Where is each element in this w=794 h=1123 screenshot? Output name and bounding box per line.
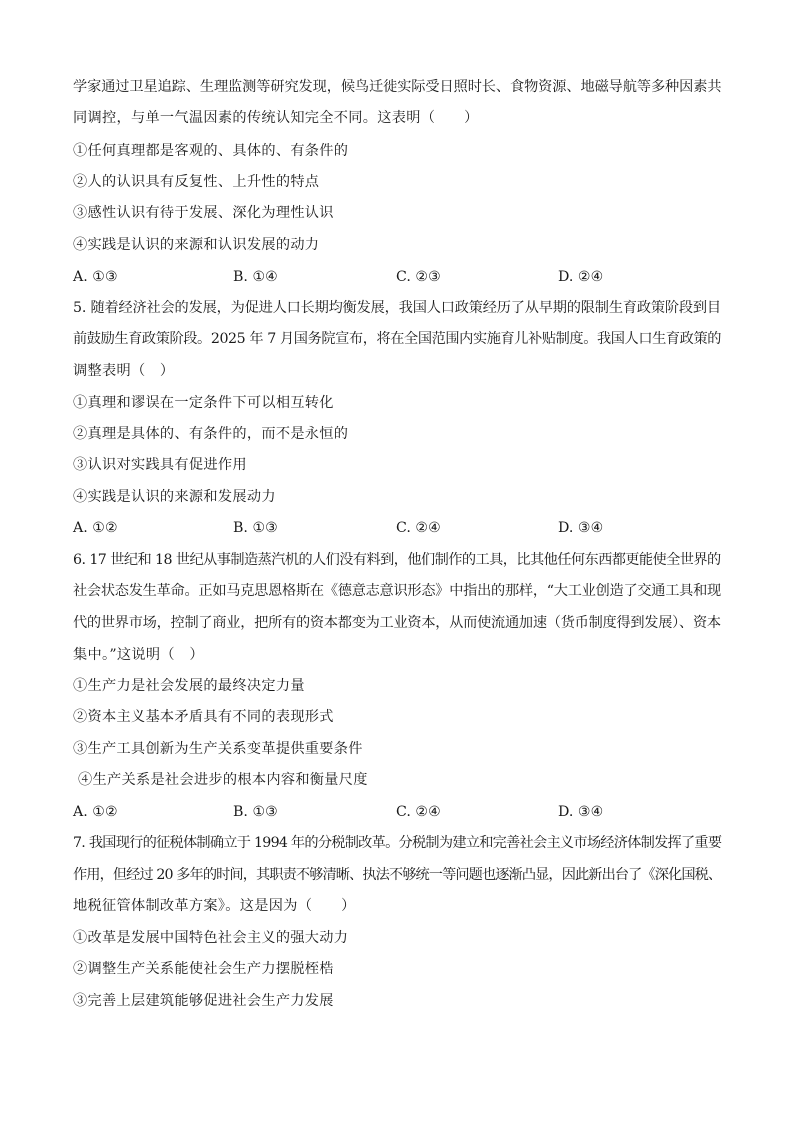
q4-option-c: C. ②③ <box>396 269 441 285</box>
q5-statement-4: ④实践是认识的来源和发展动力 <box>73 489 276 505</box>
q7-stem-line-2: 作用，但经过 20 多年的时间，其职责不够清晰、执法不够统一等问题也逐渐凸显，因此新出台了《深化国税、 <box>73 867 722 883</box>
q5-statement-3: ③认识对实践具有促进作用 <box>73 457 247 473</box>
q4-stem-line-1: 学家通过卫星追踪、生理监测等研究发现，候鸟迁徙实际受日照时长、食物资源、地磁导航等多种因素共 <box>73 79 722 95</box>
q4-statement-4: ④实践是认识的来源和认识发展的动力 <box>73 237 320 253</box>
q6-statement-1: ①生产力是社会发展的最终决定力量 <box>73 678 305 694</box>
q7-statement-2: ②调整生产关系能使社会生产力摆脱桎梏 <box>73 961 334 977</box>
q6-stem-line-1: 6. 17 世纪和 18 世纪从事制造蒸汽机的人们没有料到，他们制作的工具，比其他任何东西都更能使全世界的 <box>73 552 721 568</box>
q4-stem-line-2: 同调控，与单一气温因素的传统认知完全不同。这表明（ ） <box>73 110 479 126</box>
q4-option-b: B. ①④ <box>233 269 278 285</box>
q5-stem-line-1: 5. 随着经济社会的发展，为促进人口长期均衡发展，我国人口政策经历了从早期的限制生育政策阶段到目 <box>73 300 721 316</box>
q7-stem-line-1: 7. 我国现行的征税体制确立于 1994 年的分税制改革。分税制为建立和完善社会主义市场经济体制发挥了重要 <box>73 835 722 851</box>
q5-option-b: B. ①③ <box>233 520 278 536</box>
q6-statement-3: ③生产工具创新为生产关系变革提供重要条件 <box>73 741 363 757</box>
q6-option-a: A. ①② <box>73 804 118 820</box>
q7-stem-line-3: 地税征管体制改革方案》。这是因为（ ） <box>73 898 356 914</box>
q5-stem-line-3: 调整表明（ ） <box>73 363 175 379</box>
q7-statement-3: ③完善上层建筑能够促进社会生产力发展 <box>73 993 334 1009</box>
q5-option-c: C. ②④ <box>396 520 441 536</box>
q6-option-d: D. ③④ <box>558 804 604 820</box>
q6-statement-2: ②资本主义基本矛盾具有不同的表现形式 <box>73 709 334 725</box>
q4-option-a: A. ①③ <box>73 269 118 285</box>
q5-option-d: D. ③④ <box>558 520 604 536</box>
q5-stem-line-2: 前鼓励生育政策阶段。2025 年 7 月国务院宣布，将在全国范围内实施育儿补贴制度。我国人口生育政策的 <box>73 331 722 347</box>
q4-statement-3: ③感性认识有待于发展、深化为理性认识 <box>73 205 334 221</box>
q5-statement-1: ①真理和谬误在一定条件下可以相互转化 <box>73 395 334 411</box>
q4-statement-2: ②人的认识具有反复性、上升性的特点 <box>73 174 320 190</box>
q5-option-a: A. ①② <box>73 520 118 536</box>
q6-stem-line-4: 集中。”这说明（ ） <box>73 647 204 663</box>
q6-statement-4: ④生产关系是社会进步的根本内容和衡量尺度 <box>78 772 368 788</box>
q7-statement-1: ①改革是发展中国特色社会主义的强大动力 <box>73 930 349 946</box>
q6-option-b: B. ①③ <box>233 804 278 820</box>
q6-stem-line-2: 社会状态发生革命。正如马克思恩格斯在《德意志意识形态》中指出的那样，“大工业创造了交通工具和现 <box>73 583 721 599</box>
q4-statement-1: ①任何真理都是客观的、具体的、有条件的 <box>73 143 349 159</box>
q6-option-c: C. ②④ <box>396 804 441 820</box>
q6-stem-line-3: 代的世界市场，控制了商业，把所有的资本都变为工业资本，从而使流通加速（货币制度得到发展）、资本 <box>73 615 721 631</box>
q5-statement-2: ②真理是具体的、有条件的，而不是永恒的 <box>73 426 349 442</box>
q4-option-d: D. ②④ <box>558 269 604 285</box>
